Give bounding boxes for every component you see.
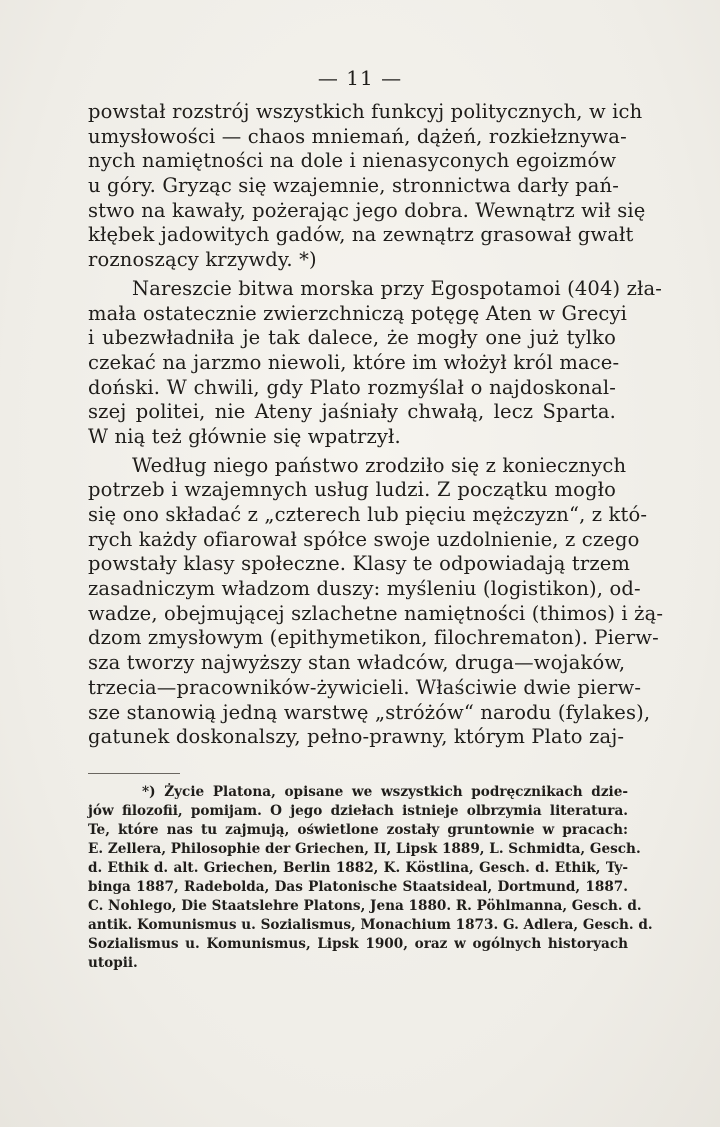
footnote-line: d. Ethik d. alt. Griechen, Berlin 1882, K. Köstlina, Gesch. d. Ethik, Ty- [88,860,628,876]
text-line: doński. W chwili, gdy Plato rozmyślał o najdoskonal- [88,375,616,399]
text-line: potrzeb i wzajemnych usług ludzi. Z początku mogło [88,478,616,502]
page-number: — 11 — [317,66,403,90]
paragraph-2 [88,276,663,450]
paragraph-1 [88,100,646,273]
text-line: Nareszcie bitwa morska przy Egospotamoi (404) zła- [132,276,663,300]
footnote-line: utopii. [88,955,138,971]
text-line: i ubezwładniła je tak dalece, że mogły one już tylko [88,326,616,350]
text-line: gatunek doskonalszy, pełno-prawny, którym Plato zaj- [88,725,625,749]
text-line: szej politei, nie Ateny jaśniały chwałą, lecz Sparta. [88,400,616,424]
text-line: W nią też głównie się wpatrzył. [88,424,401,448]
text-line: mała ostatecznie zwierzchniczą potęgę Aten w Grecyi [88,301,628,325]
text-line: kłębek jadowitych gadów, na zewnątrz grasował gwałt [88,223,634,247]
text-line: sza tworzy najwyższy stan władców, druga—wojaków, [88,651,626,675]
footnote-line: *) Życie Platona, opisane we wszystkich podręcznikach dzie- [142,784,628,800]
text-line: umysłowości — chaos mniemań, dążeń, rozkiełznywa- [88,124,627,148]
main-text [88,100,664,750]
text-line: dzom zmysłowym (epithymetikon, filochrematon). Pierw- [88,626,659,650]
text-line: czekać na jarzmo niewoli, które im włożył król mace- [88,350,620,374]
footnote [88,783,653,973]
text-line: powstał rozstrój wszystkich funkcyj politycznych, w ich [88,100,643,123]
text-line: zasadniczym władzom duszy: myśleniu (logistikon), od- [88,577,641,601]
text-line: rych każdy ofiarował spółce swoje uzdolnienie, z czego [88,527,640,551]
text-line: się ono składać z „czterech lub pięciu mężczyzn“, z któ- [88,503,648,526]
text-line: wadze, obejmującej szlachetne namiętności (thimos) i żą- [88,601,664,625]
text-line: roznoszący krzywdy. *) [88,248,317,272]
text-line: nych namiętności na dole i nienasyconych egoizmów [88,149,617,173]
footnote-line: antik. Komunismus u. Sozialismus, Monachium 1873. G. Adlera, Gesch. d. [88,917,653,933]
footnote-line: jów filozofii, pomijam. O jego dziełach istnieje olbrzymia literatura. [88,803,628,819]
footnote-line: E. Zellera, Philosophie der Griechen, II, Lipsk 1889, L. Schmidta, Gesch. [88,841,641,857]
footnote-line: Te, które nas tu zajmują, oświetlone zostały gruntownie w pracach: [88,822,628,838]
text-line: stwo na kawały, pożerając jego dobra. Wewnątrz wił się [88,198,646,222]
paragraph-3 [88,453,664,750]
footnote-line: Sozialismus u. Komunismus, Lipsk 1900, oraz w ogólnych historyach [88,936,628,952]
footnote-line: C. Nohlego, Die Staatslehre Platons, Jena 1880. R. Pöhlmanna, Gesch. d. [88,898,642,914]
footnote-divider [88,773,180,774]
text-line: powstały klasy społeczne. Klasy te odpowiadają trzem [88,552,631,576]
text-line: u góry. Gryząc się wzajemnie, stronnictwa darły pań- [88,174,619,198]
text-line: sze stanowią jedną warstwę „stróżów“ narodu (fylakes), [88,700,651,724]
text-line: trzecia—pracowników-żywicieli. Właściwie dwie pierw- [88,675,642,699]
text-line: Według niego państwo zrodziło się z koniecznych [132,453,627,477]
footnote-line: binga 1887, Radebolda, Das Platonische Staatsideal, Dortmund, 1887. [88,879,628,895]
